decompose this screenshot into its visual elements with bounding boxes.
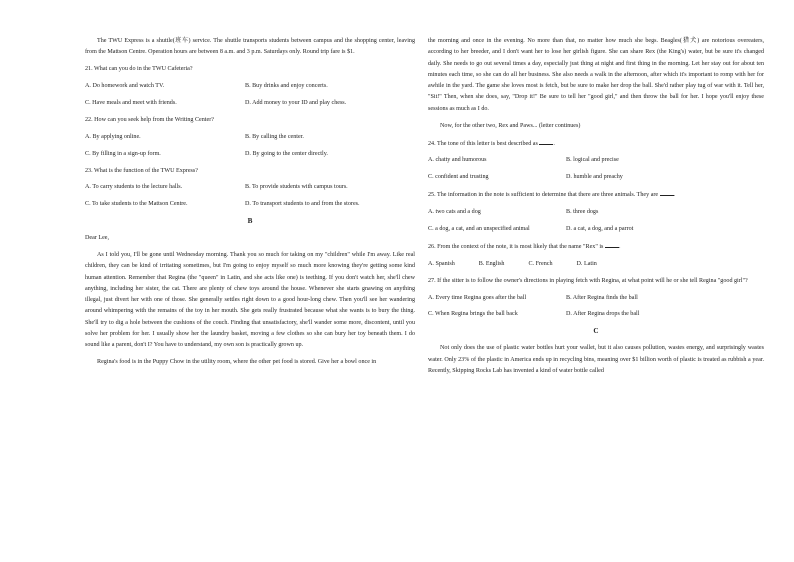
question-26-options bbox=[428, 259, 764, 270]
question-22-option-a: A. By applying online. bbox=[85, 133, 141, 140]
question-27-options-row2 bbox=[428, 309, 764, 320]
question-27-option-a: A. Every time Regina goes after the ball bbox=[428, 294, 527, 301]
question-23-stem: 23. What is the function of the TWU Express? bbox=[85, 167, 198, 174]
question-26-option-a: A. Spanish bbox=[428, 260, 455, 267]
question-27-stem: 27. If the sitter is to follow the owner's directions in playing fetch with Regina, at what point will he or she tell Regina "good girl"? bbox=[428, 277, 748, 284]
question-25-option-b: B. three dogs bbox=[566, 209, 599, 216]
left-column bbox=[85, 36, 415, 369]
question-21-stem: 21. What can you do in the TWU Cafeteria? bbox=[85, 66, 193, 73]
question-27-option-b: B. After Regina finds the ball bbox=[566, 294, 638, 301]
question-22-option-d: D. By going to the center directly. bbox=[245, 150, 328, 157]
question-24-option-c: C. confident and trusting bbox=[428, 174, 489, 181]
question-25-option-c: C. a dog, a cat, and an unspecified animal bbox=[428, 226, 530, 233]
question-25-text: 25. The information in the note is sufficient to determine that there are three animals. They are bbox=[428, 192, 659, 199]
question-22-options-row2 bbox=[85, 149, 415, 160]
question-23-options-row1 bbox=[85, 182, 415, 193]
question-24-options-row2 bbox=[428, 172, 764, 183]
question-22-stem: 22. How can you seek help from the Writing Center? bbox=[85, 116, 214, 123]
letter-paragraph-2-start: Regina's food is in the Puppy Chow in the utility room, where the other pet food is stored. Give her a bowl once in bbox=[97, 359, 377, 366]
question-23-options-row2 bbox=[85, 199, 415, 210]
answer-blank bbox=[539, 138, 553, 145]
question-25-option-d: D. a cat, a dog, and a parrot bbox=[566, 226, 634, 233]
letter-paragraph-2-continued: the morning and once in the evening. No more than that, no matter how much she begs. Beagles(猎犬) are notorious overeaters, according to her breeder, and I don't want her to lose her girlish figure. She can share Rex (the King's) water, but be sure it's changed daily. She needs to go out several times a day, especially just thing at night and first thing in the morning. Let her stay out for about ten minutes each time, so she can do all her business. She also needs a walk in the afternoon, after which it's important to romp with her for awhile in the yard. The game she loves most is fetch, but be sure to make her drop the ball. She'd rather play tug of war with it. Tell her, "Sit!" Then, when she does, say, "Drop it!" Be sure to tell her "good girl," and then throw the ball for her. I hope you'll enjoy these sessions as much as I do. bbox=[428, 38, 764, 112]
question-21-options-row1 bbox=[85, 81, 415, 92]
question-24-stem: 24. The tone of this letter is best described as . bbox=[428, 138, 764, 150]
question-21-option-a: A. Do homework and watch TV. bbox=[85, 83, 165, 90]
question-25-stem: 25. The information in the note is sufficient to determine that there are three animals. They are . bbox=[428, 189, 764, 201]
question-24-option-a: A. chatty and humorous bbox=[428, 157, 487, 164]
question-22-option-b: B. By calling the center. bbox=[245, 133, 304, 140]
question-26-stem: 26. From the context of the note, it is most likely that the name "Rex" is . bbox=[428, 241, 764, 253]
question-25-options-row1 bbox=[428, 207, 764, 218]
passage-c-paragraph: Not only does the use of plastic water bottles hurt your wallet, but it also causes pollution, wastes energy, and surprisingly wastes water. Only 23% of the plastic in America ends up in recycling bins, meaning over $1 billion worth of plastic is treated as rubbish a year. Recently, Skipping Rocks Lab has invented a kind of water bottle called bbox=[428, 345, 764, 374]
question-23-option-d: D. To transport students to and from the stores. bbox=[245, 201, 360, 208]
question-27-option-c: C. When Regina brings the ball back bbox=[428, 311, 518, 318]
section-b-heading: B bbox=[247, 217, 253, 226]
question-23-option-a: A. To carry students to the lecture halls. bbox=[85, 184, 183, 191]
question-26-option-b: B. English bbox=[478, 260, 505, 267]
question-27-option-d: D. After Regina drops the ball bbox=[566, 311, 640, 318]
question-22-option-c: C. By filling in a sign-up form. bbox=[85, 150, 161, 157]
question-27-options-row1 bbox=[428, 293, 764, 304]
question-23-option-b: B. To provide students with campus tours. bbox=[245, 184, 348, 191]
question-25-option-a: A. two cats and a dog bbox=[428, 209, 481, 216]
question-21-option-b: B. Buy drinks and enjoy concerts. bbox=[245, 83, 328, 90]
question-24-option-b: B. logical and precise bbox=[566, 157, 619, 164]
question-24-option-d: D. humble and preachy bbox=[566, 174, 623, 181]
question-21-options-row2 bbox=[85, 98, 415, 109]
answer-blank bbox=[605, 241, 619, 248]
letter-paragraph-3: Now, for the other two, Rex and Paws... (letter continues) bbox=[440, 122, 581, 129]
question-23-option-c: C. To take students to the Mattson Centre. bbox=[85, 201, 188, 208]
question-26-option-c: C. French bbox=[528, 260, 553, 267]
question-21-option-c: C. Have meals and meet with friends. bbox=[85, 99, 177, 106]
letter-salutation: Dear Lee, bbox=[85, 235, 110, 242]
question-25-options-row2 bbox=[428, 224, 764, 235]
question-26-option-d: D. Latin bbox=[576, 260, 597, 267]
section-c-heading: C bbox=[593, 327, 599, 336]
question-21-option-d: D. Add money to your ID and play chess. bbox=[245, 99, 347, 106]
intro-paragraph: The TWU Express is a shuttle(班车) service. The shuttle transports students between campus and the shopping center, leaving from the Mattson Centre. Operation hours are between 8 a.m. and 3 p.m. Saturdays only. Round trip fare is $1. bbox=[85, 38, 415, 56]
right-column bbox=[428, 36, 764, 377]
letter-paragraph-1: As I told you, I'll be gone until Wednesday morning. Thank you so much for taking on my "children" while I'm away. Like real children, they can be kind of irritating sometimes, but I'm going to enjoy myself so much more knowing they're getting some kind human attention. Remember that Regina (the "queen" in Latin, and she acts like one) is teething. If you don't watch her, she'll chew anything, including her sister, the cat. There are plenty of chew toys around the house. Whenever she starts gnawing on anything illegal, just divert her with one of those. She generally settles right down to a good hour-long chew. Then you'll see her wandering around whimpering with the remains of the toy in her mouth. She gets really frustrated because what she wants is to bury the thing. She'll try to dig a hole between the cushions of the couch. Finding that unsatisfactory, she'll wander some more, discontent, until you solve her problem for her. I usually show her the laundry basket, moving a few clothes so she can bury her toy beneath them. I do sound like a parent, don't I? You have to understand, my own son is practically grown up. bbox=[85, 251, 415, 349]
question-22-options-row1 bbox=[85, 132, 415, 143]
answer-blank bbox=[660, 189, 674, 196]
question-24-text: 24. The tone of this letter is best described as bbox=[428, 140, 538, 147]
question-24-options-row1 bbox=[428, 155, 764, 166]
question-26-text: 26. From the context of the note, it is most likely that the name "Rex" is bbox=[428, 243, 604, 250]
